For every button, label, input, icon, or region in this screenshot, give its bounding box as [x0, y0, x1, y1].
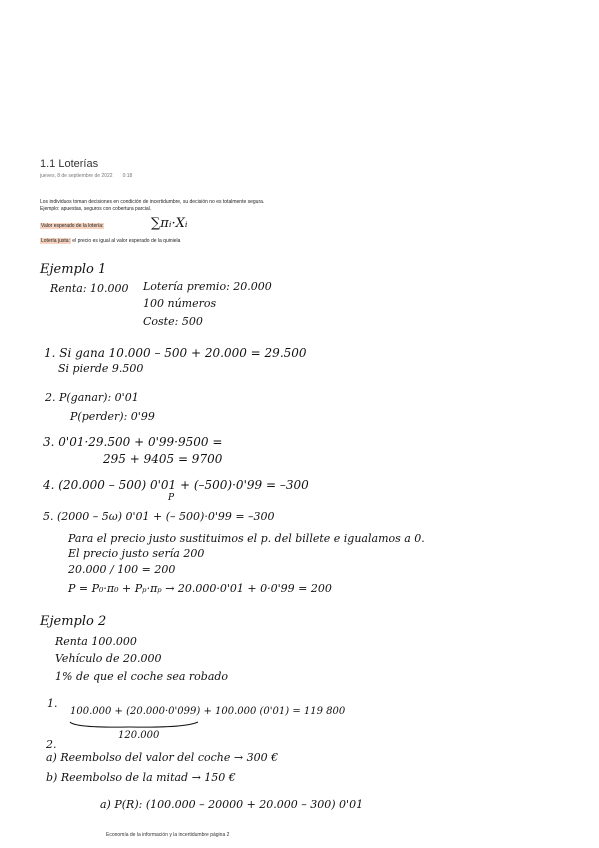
ej2-line-2-num: 2. — [46, 738, 57, 751]
ej1-numeros: 100 números — [143, 297, 217, 310]
ej1-line-5b: Para el precio justo sustituimos el p. del billete e igualamos a 0. — [68, 532, 425, 545]
ej2-line-2a: a) Reembolso del valor del coche → 300 € — [46, 751, 279, 764]
ej1-line-2b: P(perder): 0'99 — [70, 410, 155, 423]
page-title: 1.1 Loterías — [40, 158, 99, 170]
ej2-line-1-eq: 100.000 + (20.000·0'099) + 100.000 (0'01) = 119 800 — [70, 706, 346, 717]
loteria-justa-text: el precio es igual al valor esperado de la quiniela — [70, 238, 181, 244]
page-footer: Economía de la información y la incertidumbre página 2 — [106, 832, 230, 838]
ej1-line-3b: 295 + 9405 = 9700 — [103, 452, 223, 466]
ej1-line-1b: Si pierde 9.500 — [58, 362, 144, 375]
ej2-line-2b: b) Reembolso de la mitad → 150 € — [46, 771, 236, 784]
ej2-vehiculo: Vehículo de 20.000 — [55, 652, 162, 665]
ej1-premio: Lotería premio: 20.000 — [143, 280, 272, 293]
expected-value-formula: ∑πᵢ·Xᵢ — [151, 216, 188, 231]
date-text: jueves, 8 de septiembre de 2022 — [40, 173, 113, 179]
ej1-line-1: 1. Si gana 10.000 – 500 + 20.000 = 29.500 — [44, 346, 307, 360]
ej1-line-5: 5. (2000 – 5ω) 0'01 + (– 500)·0'99 = –300 — [43, 510, 275, 523]
ej1-renta: Renta: 10.000 — [50, 282, 129, 295]
ej2-probabilidad: 1% de que el coche sea robado — [55, 670, 229, 683]
loteria-justa-label: Lotería justa: — [41, 238, 70, 244]
intro-line-1: Los individuos toman decisiones en condición de incertidumbre, su decisión no es totalmente segura. — [40, 199, 265, 205]
valor-esperado-label: Valor esperado de la lotería: — [41, 223, 104, 229]
ej1-line-5e: P = P₀·π₀ + Pₚ·πₚ → 20.000·0'01 + 0·0'99 = 200 — [68, 582, 332, 595]
ej1-line-4: 4. (20.000 – 500) 0'01 + (–500)·0'99 = –300 — [43, 478, 309, 492]
ej1-line-3a: 3. 0'01·29.500 + 0'99·9500 = — [43, 435, 223, 449]
ej1-line-2a: 2. P(ganar): 0'01 — [45, 391, 139, 404]
ej1-line-5c: El precio justo sería 200 — [68, 547, 205, 560]
ej1-line-5d: 20.000 / 100 = 200 — [68, 563, 176, 576]
ej2-renta: Renta 100.000 — [55, 635, 137, 648]
intro-line-2: Ejemplo: apuestas, seguros con cobertura parcial. — [40, 206, 152, 212]
time-text: 0:18 — [122, 173, 133, 179]
ej2-line-1-sub: 120.000 — [118, 730, 160, 741]
ej1-title: Ejemplo 1 — [40, 262, 107, 277]
ej2-line-1-num: 1. — [47, 697, 58, 710]
ej1-line-4-p: P — [168, 493, 175, 503]
ej2-title: Ejemplo 2 — [40, 614, 107, 629]
ej1-coste: Coste: 500 — [143, 315, 203, 328]
ej2-line-a: a) P(R): (100.000 – 20000 + 20.000 – 300) 0'01 — [100, 798, 364, 811]
ej2-underbrace — [70, 722, 198, 727]
